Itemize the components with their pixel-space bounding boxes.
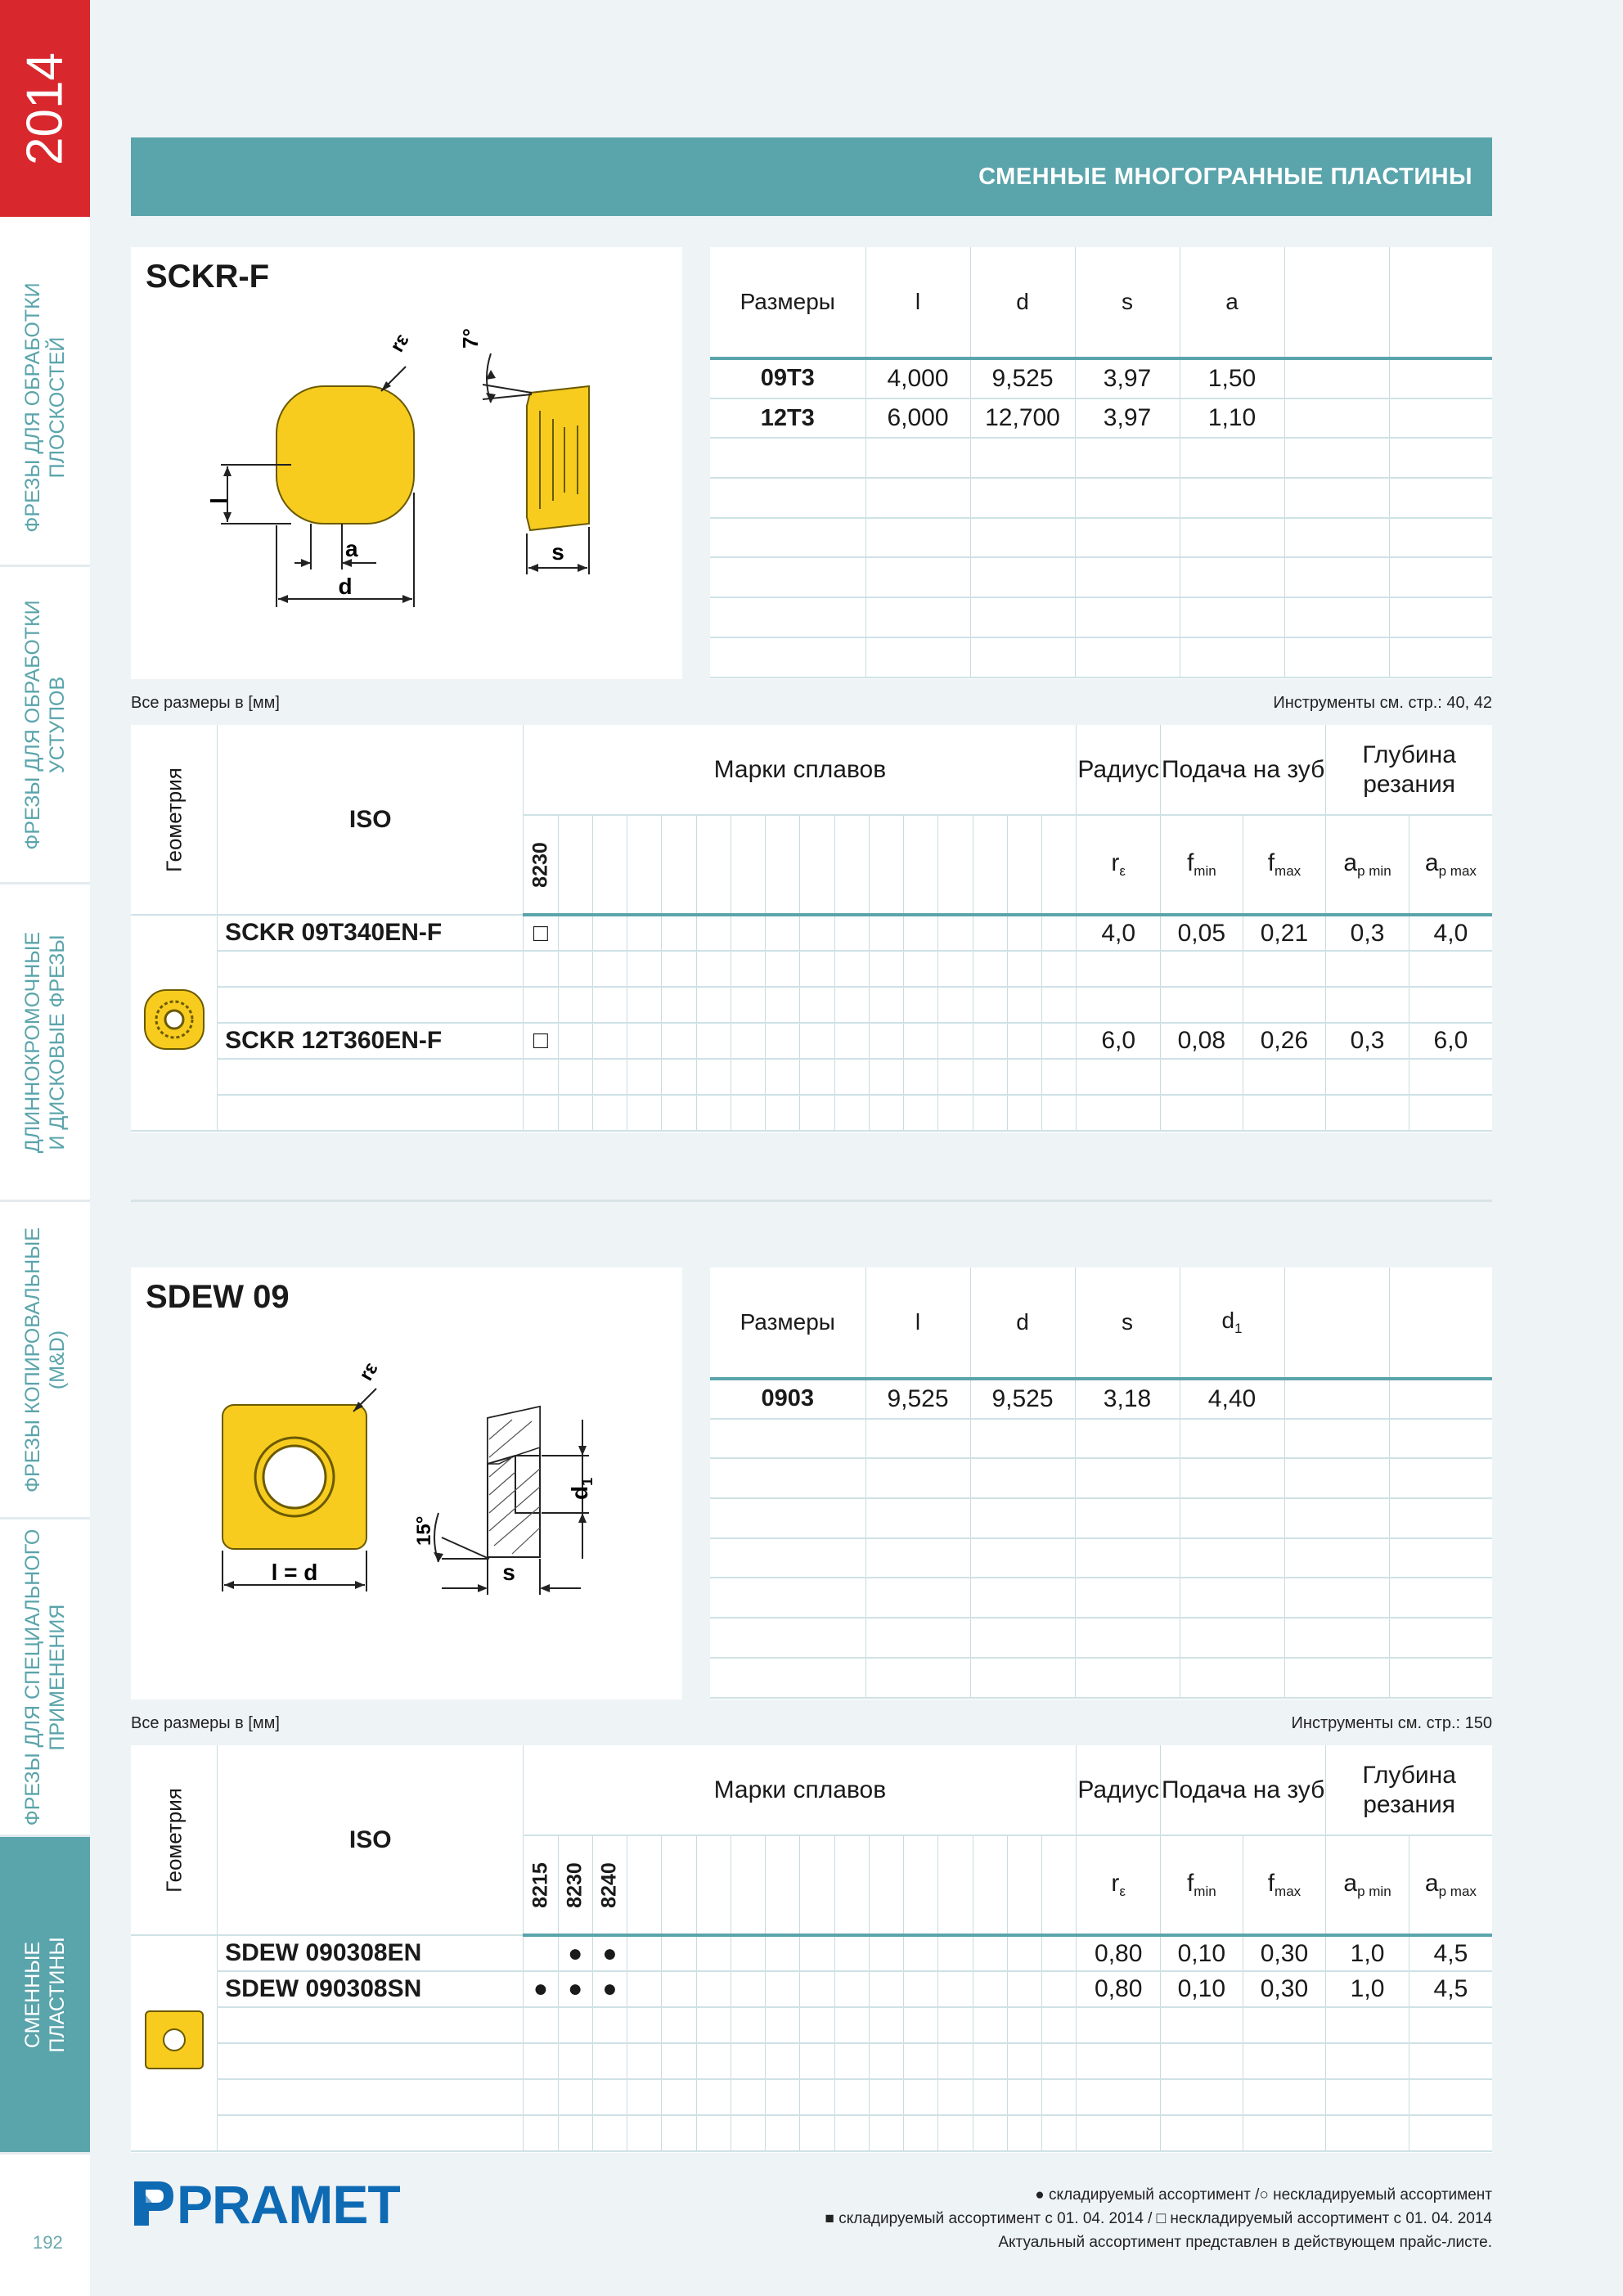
table-row[interactable] <box>131 1023 1492 1059</box>
table-header-row <box>710 247 1492 358</box>
sdew-drawing-panel <box>131 1267 682 1699</box>
sckr-drawing-panel <box>131 247 682 679</box>
cell: 3,18 <box>1075 1379 1180 1419</box>
cell: 3,97 <box>1075 398 1180 439</box>
sckr-title: SCKR-F <box>146 259 270 295</box>
section-title: СМЕННЫЕ МНОГОГРАННЫЕ ПЛАСТИНЫ <box>978 164 1472 190</box>
product-code[interactable]: SCKR 09T340EN-F <box>218 915 524 951</box>
product-code[interactable]: SDEW 090308SN <box>218 1971 524 2007</box>
sckr-dimensions-panel <box>710 247 1492 679</box>
cell: 6,000 <box>865 398 970 439</box>
value-apmin: 1,0 <box>1326 1971 1409 2007</box>
cell <box>1284 398 1389 439</box>
cell <box>1389 398 1492 439</box>
sidebar-tab-label: И ДИСКОВЫЕ ФРЕЗЫ <box>46 934 69 1150</box>
header-cell: $d_1$ <box>1180 1267 1284 1379</box>
year-label: 2014 <box>16 52 74 165</box>
cell <box>1284 358 1389 398</box>
value-apmax: 4,5 <box>1409 1935 1492 1971</box>
sdew-insert-drawing <box>131 1267 682 1699</box>
r-epsilon-header: $r_\varepsilon$ <box>1077 1835 1161 1935</box>
value-r: 0,80 <box>1077 1971 1161 2007</box>
radius-header: Радиус <box>1077 725 1161 815</box>
sdew-units-note: Все размеры в [мм] <box>131 1714 280 1732</box>
sdew-product-table <box>131 1745 1492 2152</box>
iso-header: ISO <box>218 725 524 915</box>
depth-header: Глубина резания <box>1326 1745 1492 1835</box>
sdew-geometry-icon <box>131 1935 218 2151</box>
header-cell: Размеры <box>710 247 865 358</box>
sckr-label-radius: rε <box>385 330 414 356</box>
year-badge <box>0 0 90 217</box>
legend-line: Актуальный ассортимент представлен в действующем прайс-листе. <box>998 2234 1492 2251</box>
value-fmax: 0,30 <box>1243 1935 1326 1971</box>
table-row <box>131 987 1492 1023</box>
apmin-header: $a_{p min}$ <box>1326 815 1409 915</box>
header-cell <box>1389 247 1492 358</box>
cell: 9,525 <box>970 1379 1075 1419</box>
table-row <box>131 1095 1492 1131</box>
sidebar-tab-label: (M&D) <box>46 1330 69 1389</box>
apmax-header: $a_{p max}$ <box>1409 815 1492 915</box>
table-row[interactable] <box>131 915 1492 951</box>
feed-header: Подача на зуб <box>1161 725 1326 815</box>
table-row <box>710 1458 1492 1498</box>
value-apmax: 4,0 <box>1409 915 1492 951</box>
availability-mark: □ <box>524 915 558 951</box>
value-fmin: 0,08 <box>1161 1023 1243 1059</box>
cell: 12,700 <box>970 398 1075 439</box>
sckr-label-a: a <box>345 536 358 561</box>
sidebar-tab-label: ПЛОСКОСТЕЙ <box>46 336 69 478</box>
geometry-header: Геометрия <box>131 1745 218 1935</box>
header-cell <box>1389 1267 1492 1379</box>
sdew-label-angle: 15° <box>413 1515 435 1546</box>
size-code: 0903 <box>710 1379 865 1419</box>
legend-line: ● складируемый ассортимент /○ нескладируемый ассортимент <box>1035 2186 1492 2204</box>
header-cell: s <box>1075 1267 1180 1379</box>
table-row <box>710 438 1492 478</box>
grade-8230: 8230 <box>558 1835 592 1935</box>
table-row <box>131 2043 1492 2079</box>
table-row[interactable] <box>131 1935 1492 1971</box>
sidebar-tab-long-edge[interactable] <box>0 885 90 1202</box>
sidebar-tab-special[interactable] <box>0 1519 90 1837</box>
sidebar-tab-face-milling[interactable] <box>0 250 90 567</box>
sidebar-tab-shoulder-milling[interactable] <box>0 567 90 885</box>
product-code[interactable]: SCKR 12T360EN-F <box>218 1023 524 1059</box>
grades-header: Марки сплавов <box>524 725 1077 815</box>
value-apmax: 6,0 <box>1409 1023 1492 1059</box>
sdew-dimensions-table <box>710 1267 1492 1699</box>
value-r: 0,80 <box>1077 1935 1161 1971</box>
cell: 9,525 <box>865 1379 970 1419</box>
cell <box>1389 1379 1492 1419</box>
sdew-product-panel <box>131 1745 1492 2153</box>
iso-header: ISO <box>218 1745 524 1935</box>
sidebar-tab-label: ПЛАСТИНЫ <box>46 1936 69 2053</box>
fmax-header: $f_{max}$ <box>1243 1835 1326 1935</box>
legend-line: ■ складируемый ассортимент с 01. 04. 2014 / □ нескладируемый ассортимент с 01. 04. 2014 <box>825 2210 1492 2227</box>
sckr-tools-ref[interactable]: Инструменты см. стр.: 40, 42 <box>1273 694 1492 712</box>
table-row[interactable] <box>131 1971 1492 2007</box>
cell: 4,40 <box>1180 1379 1284 1419</box>
sckr-label-s: s <box>551 539 564 565</box>
sckr-product-table <box>131 725 1492 1132</box>
sidebar-tab-inserts[interactable] <box>0 1837 90 2154</box>
sckr-label-d: d <box>338 574 353 599</box>
radius-header: Радиус <box>1077 1745 1161 1835</box>
availability-mark: ● <box>592 1935 627 1971</box>
table-row <box>131 951 1492 987</box>
table-row <box>710 597 1492 637</box>
sdew-tools-ref[interactable]: Инструменты см. стр.: 150 <box>1291 1714 1492 1732</box>
sdew-title: SDEW 09 <box>146 1279 290 1315</box>
page-number: 192 <box>33 2232 63 2253</box>
sckr-label-angle: 7° <box>458 328 483 349</box>
value-fmax: 0,30 <box>1243 1971 1326 2007</box>
table-row <box>710 478 1492 518</box>
depth-header: Глубина резания <box>1326 725 1492 815</box>
sdew-label-s: s <box>502 1560 515 1585</box>
geometry-header: Геометрия <box>131 725 218 915</box>
header-cell <box>1284 247 1389 358</box>
sidebar-tab-label: УСТУПОВ <box>46 676 69 773</box>
value-r: 6,0 <box>1077 1023 1161 1059</box>
value-fmin: 0,10 <box>1161 1935 1243 1971</box>
cell: 1,50 <box>1180 358 1284 398</box>
value-fmax: 0,21 <box>1243 915 1326 951</box>
cell: 3,97 <box>1075 358 1180 398</box>
sckr-label-l: l <box>206 497 232 504</box>
sckr-units-note: Все размеры в [мм] <box>131 694 280 712</box>
availability-mark <box>524 1935 558 1971</box>
sdew-label-ld: l = d <box>271 1560 318 1585</box>
header-cell: Размеры <box>710 1267 865 1379</box>
table-row <box>131 1059 1492 1095</box>
table-row <box>710 398 1492 439</box>
sidebar-tab-label: ФРЕЗЫ ДЛЯ СПЕЦИАЛЬНОГО <box>21 1528 44 1826</box>
sidebar-tab-label: ДЛИННОКРОМОЧНЫЕ <box>21 931 44 1153</box>
table-row <box>710 1578 1492 1618</box>
header-cell: d <box>970 1267 1075 1379</box>
header-cell <box>1284 1267 1389 1379</box>
pramet-logo-text: PRAMET <box>177 2174 400 2235</box>
sidebar-tab-copy-milling[interactable] <box>0 1202 90 1519</box>
header-cell: d <box>970 247 1075 358</box>
sidebar-tab-label: ФРЕЗЫ ДЛЯ ОБРАБОТКИ <box>21 599 44 850</box>
r-epsilon-header: $r_\varepsilon$ <box>1077 815 1161 915</box>
value-fmin: 0,10 <box>1161 1971 1243 2007</box>
availability-mark: ● <box>558 1971 592 2007</box>
sckr-insert-drawing <box>131 247 682 679</box>
availability-mark: ● <box>558 1935 592 1971</box>
availability-mark: ● <box>524 1971 558 2007</box>
header-cell: l <box>865 247 970 358</box>
value-apmax: 4,5 <box>1409 1971 1492 2007</box>
header-cell: s <box>1075 247 1180 358</box>
sidebar-tab-label: ФРЕЗЫ ДЛЯ ОБРАБОТКИ <box>21 281 44 533</box>
section-header <box>131 137 1492 216</box>
sckr-geometry-icon <box>131 915 218 1131</box>
apmin-header: $a_{p min}$ <box>1326 1835 1409 1935</box>
cell: 9,525 <box>970 358 1075 398</box>
header-cell: a <box>1180 247 1284 358</box>
table-row <box>710 1419 1492 1459</box>
grades-header: Марки сплавов <box>524 1745 1077 1835</box>
table-row <box>710 1658 1492 1698</box>
value-apmin: 0,3 <box>1326 915 1409 951</box>
sidebar-tab-label: ПРИМЕНЕНИЯ <box>46 1604 69 1750</box>
section-divider <box>131 1200 1492 1202</box>
cell: 1,10 <box>1180 398 1284 439</box>
value-fmax: 0,26 <box>1243 1023 1326 1059</box>
sdew-dimensions-panel <box>710 1267 1492 1699</box>
feed-header: Подача на зуб <box>1161 1745 1326 1835</box>
apmax-header: $a_{p max}$ <box>1409 1835 1492 1935</box>
sdew-label-d1: $d_1$ <box>567 1477 596 1500</box>
footer-legend <box>825 2183 1493 2254</box>
value-fmin: 0,05 <box>1161 915 1243 951</box>
product-code[interactable]: SDEW 090308EN <box>218 1935 524 1971</box>
sdew-label-radius: rε <box>354 1358 383 1384</box>
table-row <box>710 518 1492 558</box>
sidebar-tab-label: ФРЕЗЫ КОПИРОВАЛЬНЫЕ <box>21 1227 44 1492</box>
sidebar <box>0 0 90 2296</box>
table-row <box>710 557 1492 597</box>
size-code: 12T3 <box>710 398 865 439</box>
table-row <box>131 2007 1492 2043</box>
sckr-dimensions-table <box>710 247 1492 678</box>
grade-8215: 8215 <box>524 1835 558 1935</box>
table-row <box>710 637 1492 678</box>
fmin-header: $f_{min}$ <box>1161 815 1243 915</box>
pramet-logo-icon <box>131 2178 177 2229</box>
table-row <box>131 2079 1492 2115</box>
header-cell: l <box>865 1267 970 1379</box>
fmin-header: $f_{min}$ <box>1161 1835 1243 1935</box>
table-row <box>710 1498 1492 1538</box>
table-header-row <box>710 1267 1492 1379</box>
sidebar-tab-label: СМЕННЫЕ <box>21 1941 44 2048</box>
table-row <box>131 2115 1492 2151</box>
availability-mark: ● <box>592 1971 627 2007</box>
fmax-header: $f_{max}$ <box>1243 815 1326 915</box>
cell: 4,000 <box>865 358 970 398</box>
table-row <box>710 1538 1492 1578</box>
size-code: 09T3 <box>710 358 865 398</box>
grade-8240: 8240 <box>592 1835 627 1935</box>
grade-8230: 8230 <box>524 815 558 915</box>
table-row <box>710 358 1492 398</box>
cell <box>1389 358 1492 398</box>
table-row <box>710 1379 1492 1419</box>
value-r: 4,0 <box>1077 915 1161 951</box>
value-apmin: 1,0 <box>1326 1935 1409 1971</box>
sckr-product-panel <box>131 725 1492 1132</box>
table-row <box>710 1618 1492 1658</box>
cell <box>1284 1379 1389 1419</box>
availability-mark: □ <box>524 1023 558 1059</box>
value-apmin: 0,3 <box>1326 1023 1409 1059</box>
